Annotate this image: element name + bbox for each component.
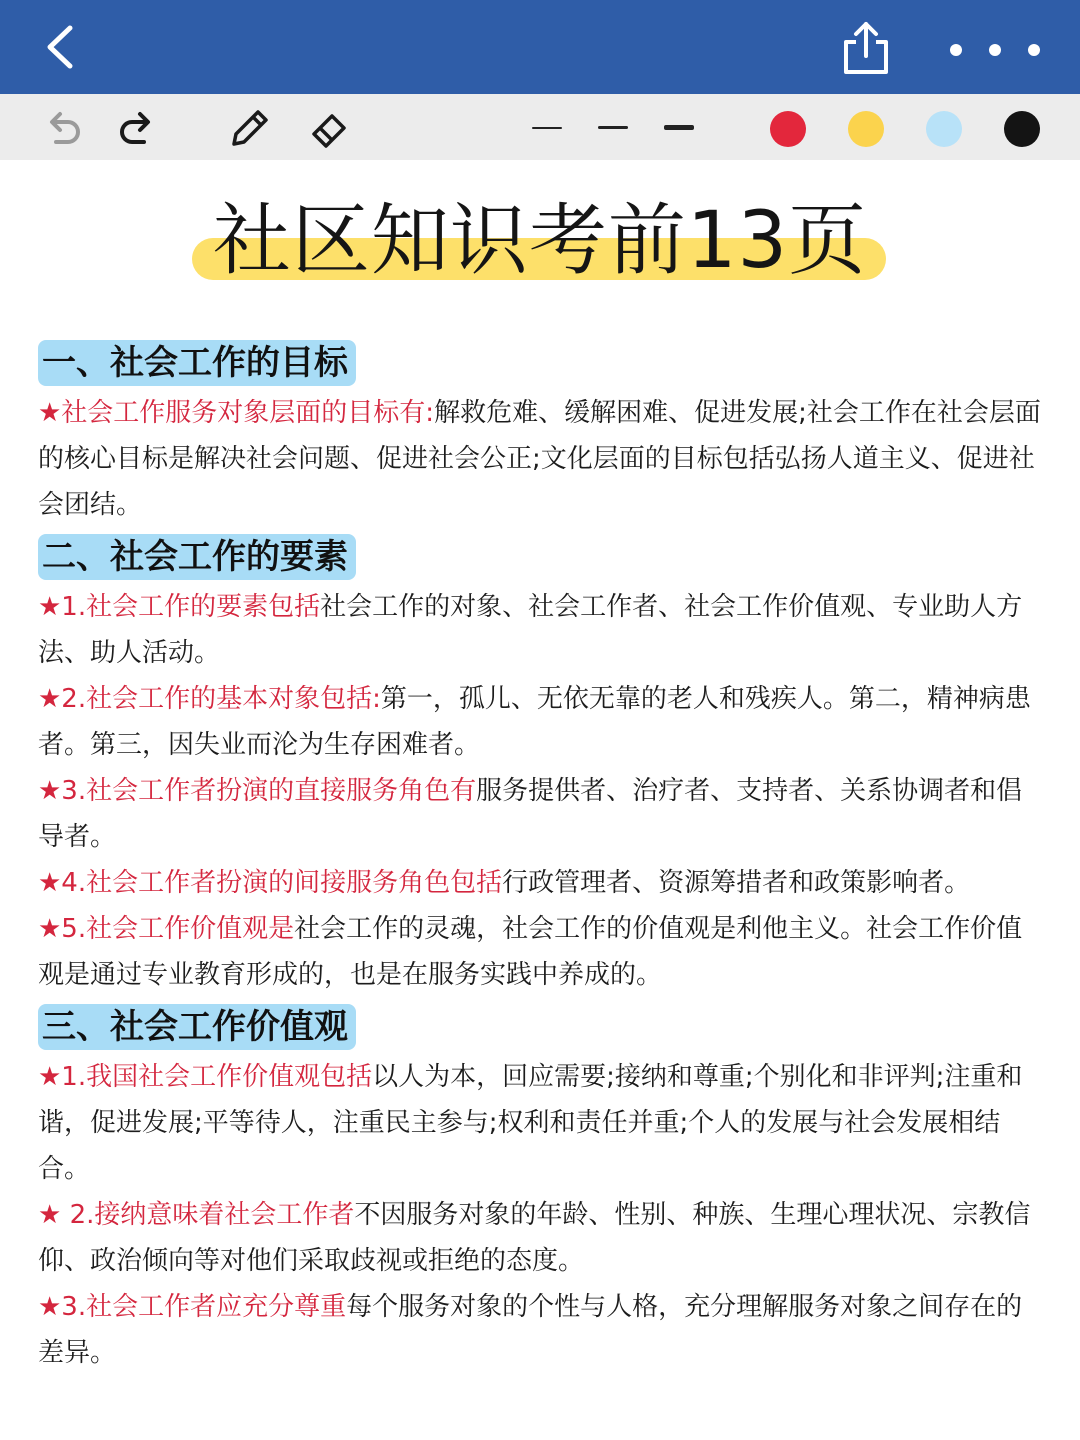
item-lead: ★3.社会工作者应充分尊重 bbox=[38, 1292, 347, 1322]
list-item bbox=[38, 676, 1042, 768]
list-item bbox=[38, 1284, 1042, 1376]
item-body: 不因服务对象的年龄、性别、种族、生理心理状况、宗教信仰、政治倾向等对他们采取歧视或拒绝的态度。 bbox=[38, 1200, 1031, 1276]
list-item bbox=[38, 768, 1042, 860]
redo-icon[interactable] bbox=[114, 106, 160, 152]
color-red-swatch[interactable] bbox=[770, 111, 806, 147]
item-body: 第一，孤儿、无依无靠的老人和残疾人。第二，精神病患者。第三，因失业而沦为生存困难者。 bbox=[38, 684, 1031, 760]
item-body: 服务提供者、治疗者、支持者、关系协调者和倡导者。 bbox=[38, 776, 1023, 852]
section-heading: 三、社会工作价值观 bbox=[38, 1004, 356, 1050]
share-icon[interactable] bbox=[838, 18, 894, 78]
line-width-medium[interactable] bbox=[586, 108, 646, 148]
item-body: 以人为本，回应需要;接纳和尊重;个别化和非评判;注重和谐，促进发展;平等待人，注重民主参与;权利和责任并重;个人的发展与社会发展相结合。 bbox=[38, 1062, 1023, 1184]
eraser-icon[interactable] bbox=[306, 106, 352, 152]
item-lead: ★2.社会工作的基本对象包括: bbox=[38, 684, 381, 714]
item-lead: ★1.我国社会工作价值观包括 bbox=[38, 1062, 373, 1092]
list-item bbox=[38, 1192, 1042, 1284]
item-lead: ★ 2.接纳意味着社会工作者 bbox=[38, 1200, 355, 1230]
item-lead: ★3.社会工作者扮演的直接服务角色有 bbox=[38, 776, 477, 806]
chevron-left-icon[interactable] bbox=[38, 22, 88, 72]
item-body: 每个服务对象的个性与人格，充分理解服务对象之间存在的差异。 bbox=[38, 1292, 1023, 1368]
color-lightblue-swatch[interactable] bbox=[926, 111, 962, 147]
item-body: 行政管理者、资源筹措者和政策影响者。 bbox=[502, 868, 971, 898]
item-lead: ★4.社会工作者扮演的间接服务角色包括 bbox=[38, 868, 503, 898]
undo-icon[interactable] bbox=[40, 106, 86, 152]
section-heading: 一、社会工作的目标 bbox=[38, 340, 356, 386]
drawing-toolbar bbox=[0, 94, 1080, 160]
item-body: 社会工作的灵魂，社会工作的价值观是利他主义。社会工作价值观是通过专业教育形成的，也是在服务实践中养成的。 bbox=[38, 914, 1023, 990]
note-content bbox=[38, 340, 1042, 1382]
title-block bbox=[190, 192, 890, 292]
page-title: 社区知识考前13页 bbox=[212, 196, 868, 286]
pencil-icon[interactable] bbox=[226, 106, 272, 152]
list-item bbox=[38, 584, 1042, 676]
color-yellow-swatch[interactable] bbox=[848, 111, 884, 147]
section-elements bbox=[38, 534, 1042, 998]
more-dots-icon[interactable] bbox=[940, 30, 1050, 70]
section-values bbox=[38, 1004, 1042, 1376]
list-item bbox=[38, 906, 1042, 998]
section-heading: 二、社会工作的要素 bbox=[38, 534, 356, 580]
item-lead: ★1.社会工作的要素包括 bbox=[38, 592, 321, 622]
line-width-thick[interactable] bbox=[652, 108, 712, 148]
top-navigation-bar bbox=[0, 0, 1080, 94]
color-black-swatch[interactable] bbox=[1004, 111, 1040, 147]
section-goals bbox=[38, 340, 1042, 528]
list-item bbox=[38, 1054, 1042, 1192]
list-item bbox=[38, 860, 1042, 906]
item-body: 社会工作的对象、社会工作者、社会工作价值观、专业助人方法、助人活动。 bbox=[38, 592, 1023, 668]
line-width-thin[interactable] bbox=[520, 108, 580, 148]
list-item bbox=[38, 390, 1042, 528]
item-lead: ★社会工作服务对象层面的目标有: bbox=[38, 398, 435, 428]
item-lead: ★5.社会工作价值观是 bbox=[38, 914, 295, 944]
item-body: 解救危难、缓解困难、促进发展;社会工作在社会层面的核心目标是解决社会问题、促进社会公正;文化层面的目标包括弘扬人道主义、促进社会团结。 bbox=[38, 398, 1041, 520]
